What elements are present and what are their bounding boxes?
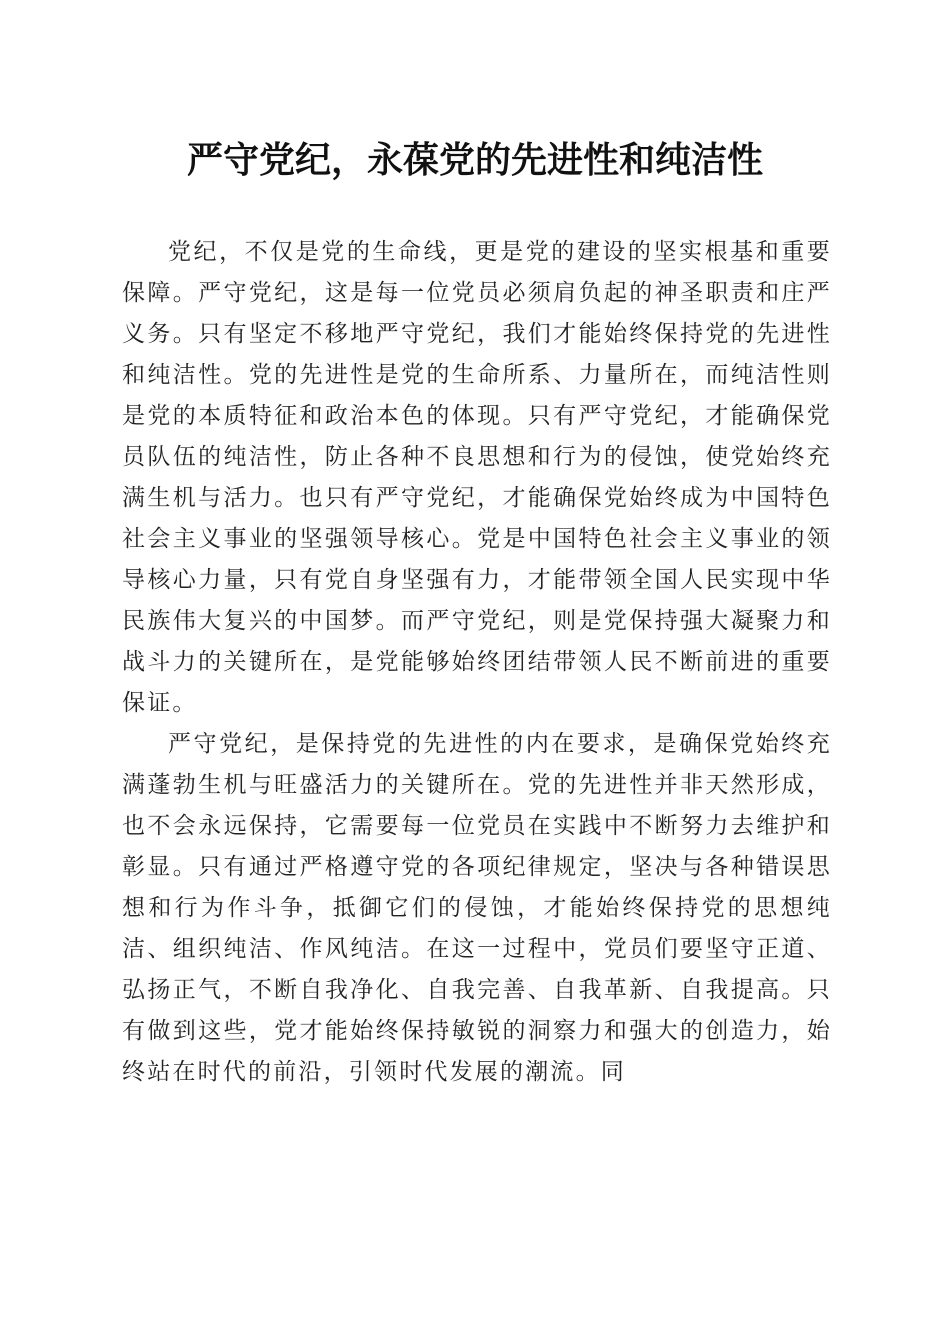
document-title: 严守党纪，永葆党的先进性和纯洁性: [186, 139, 763, 181]
paragraph: 严守党纪，是保持党的先进性的内在要求，是确保党始终充满蓬勃生机与旺盛活力的关键所在。党的先进性并非天然形成，也不会永远保持，它需要每一位党员在实践中不断努力去维护和彰显。只有通过严格遵守党的各项纪律规定，坚决与各种错误思想和行为作斗争，抵御它们的侵蚀，才能始终保持党的思想纯洁、组织纯洁、作风纯洁。在这一过程中，党员们要坚守正道、弘扬正气，不断自我净化、自我完善、自我革新、自我提高。只有做到这些，党才能始终保持敏锐的洞察力和强大的创造力，始终站在时代的前沿，引领时代发展的潮流。同: [122, 731, 832, 1085]
document-body: [122, 232, 832, 1093]
paragraph: 党纪，不仅是党的生命线，更是党的建设的坚实根基和重要保障。严守党纪，这是每一位党员必须肩负起的神圣职责和庄严义务。只有坚定不移地严守党纪，我们才能始终保持党的先进性和纯洁性。党的先进性是党的生命所系、力量所在，而纯洁性则是党的本质特征和政治本色的体现。只有严守党纪，才能确保党员队伍的纯洁性，防止各种不良思想和行为的侵蚀，使党始终充满生机与活力。也只有严守党纪，才能确保党始终成为中国特色社会主义事业的坚强领导核心。党是中国特色社会主义事业的领导核心力量，只有党自身坚强有力，才能带领全国人民实现中华民族伟大复兴的中国梦。而严守党纪，则是党保持强大凝聚力和战斗力的关键所在，是党能够始终团结带领人民不断前进的重要保证。: [122, 239, 832, 716]
